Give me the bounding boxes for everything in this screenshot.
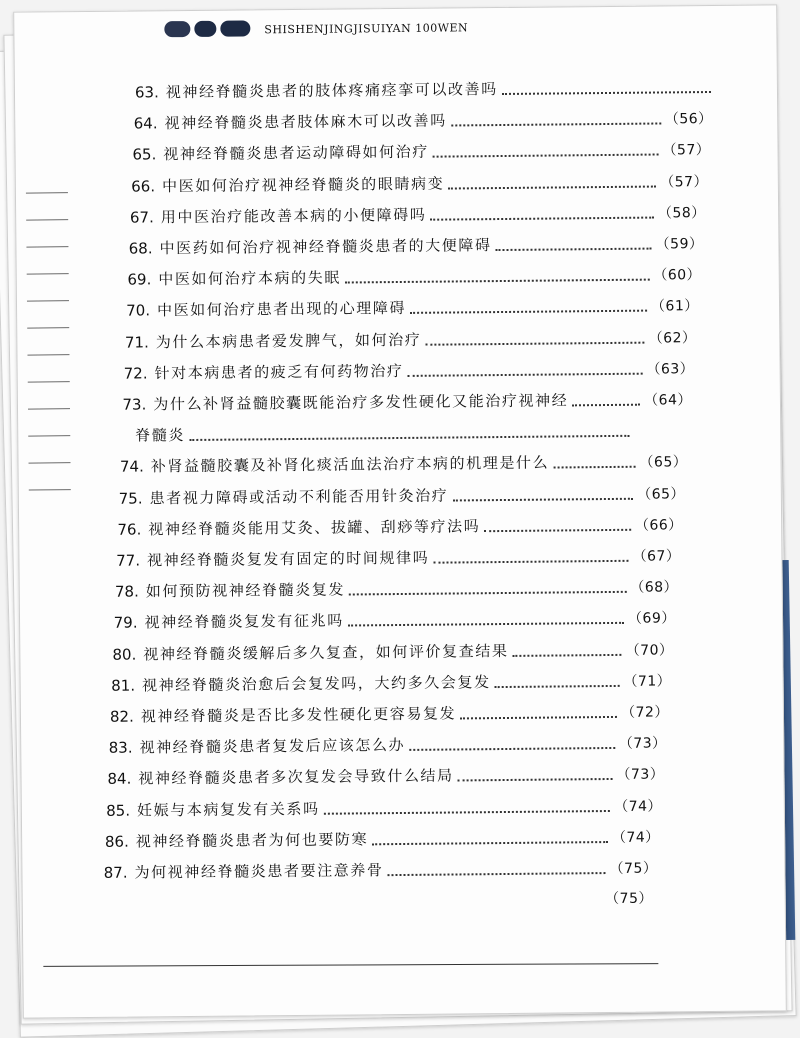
toc-entry[interactable] (106, 794, 662, 820)
toc-entry[interactable] (120, 451, 688, 477)
toc-entry[interactable] (129, 232, 704, 259)
toc-entry-number: 79. (113, 613, 138, 633)
running-title: SHISHENJINGJISUIYAN 100WEN (264, 20, 469, 36)
toc-entry-page: （67） (632, 548, 681, 565)
toc-entry-number: 86. (104, 832, 129, 851)
toc-entry-page: （74） (614, 798, 663, 815)
toc-entry-title: 中医如何治疗患者出现的心理障碍 (156, 299, 407, 320)
toc-entry-title: 视神经脊髓炎患者多次复发会导致什么结局 (138, 766, 454, 788)
toc-entry-title: 视神经脊髓炎患者的肢体疼痛痉挛可以改善吗 (165, 80, 498, 102)
toc-entry-page: （60） (653, 267, 702, 284)
toc-entry[interactable] (126, 295, 699, 321)
toc-entry-page: （72） (621, 704, 670, 721)
toc-leader-dots (513, 652, 622, 656)
toc-entry-page: （58） (657, 204, 706, 222)
page-header (164, 16, 468, 41)
toc-entry[interactable] (116, 544, 680, 570)
toc-leader-dots (572, 403, 640, 407)
toc-entry-title: 视神经脊髓炎患者运动障碍如何治疗 (163, 143, 429, 164)
toc-entry[interactable] (110, 700, 669, 726)
toc-entry-number: 85. (106, 801, 131, 820)
toc-entry-title: 补肾益髓胶囊及补肾化痰活血法治疗本病的机理是什么 (150, 453, 550, 476)
toc-entry-title: 视神经脊髓炎患者复发后应该怎么办 (139, 736, 406, 757)
toc-entry-title: 视神经脊髓炎治愈后会复发吗，大约多久会复发 (141, 672, 491, 695)
margin-marks (26, 192, 71, 516)
toc-entry-number: 68. (128, 239, 153, 258)
toc-entry-title: 患者视力障碍或活动不利能否用针灸治疗 (149, 486, 449, 507)
toc-leader-dots (495, 684, 620, 688)
toc-entry-title: 视神经脊髓炎能用艾灸、拔罐、刮痧等疗法吗 (148, 517, 481, 539)
toc-leader-dots (345, 278, 649, 284)
toc-entry-number: 66. (131, 176, 156, 196)
toc-entry-page: （68） (630, 579, 679, 596)
toc-entry-page: （65） (637, 485, 686, 503)
page-sheet (13, 4, 787, 1018)
toc-entry-continuation (135, 420, 629, 446)
toc-entry-title: 中医如何治疗视神经脊髓炎的眼睛病变 (161, 174, 445, 195)
toc-entry[interactable] (115, 576, 678, 602)
toc-entry-page: （59） (655, 236, 704, 253)
toc-entry-number: 70. (126, 301, 151, 321)
toc-leader-dots (452, 496, 633, 501)
toc-leader-dots (348, 621, 624, 627)
toc-entry-number: 73. (122, 395, 147, 414)
toc-entry[interactable] (122, 388, 692, 414)
toc-entry-title: 中医如何治疗本病的失眠 (158, 268, 341, 289)
toc-leader-dots (496, 247, 652, 251)
toc-leader-dots (324, 809, 611, 815)
toc-entry-title: 妊娠与本病复发有关系吗 (136, 799, 320, 820)
toc-entry-title: 视神经脊髓炎复发有征兆吗 (144, 611, 344, 632)
toc-entry-page: （57） (660, 173, 709, 191)
toc-entry-title: 视神经脊髓炎患者肢体麻木可以改善吗 (164, 111, 447, 133)
toc-entry[interactable] (114, 607, 676, 633)
toc-entry-number: 75. (118, 489, 143, 508)
toc-entry[interactable] (130, 201, 706, 228)
toc-entry[interactable] (107, 763, 664, 789)
toc-entry[interactable] (117, 513, 682, 539)
toc-entry-number: 71. (124, 332, 149, 352)
toc-entry-number: 72. (123, 364, 148, 383)
toc-entry[interactable] (105, 825, 660, 851)
toc-entry-page: （56） (664, 111, 713, 128)
toc-leader-dots (349, 590, 626, 596)
toc-entry-page: （62） (648, 329, 697, 347)
toc-entry-page: （75） (609, 860, 658, 878)
toc-entry[interactable] (134, 107, 713, 134)
toc-entry-page: （65） (639, 454, 688, 472)
toc-leader-dots (451, 122, 661, 127)
toc-entry-title: 如何预防视神经脊髓炎复发 (145, 580, 346, 601)
toc-entry[interactable] (132, 138, 710, 165)
toc-entry-page: （75） (605, 890, 654, 908)
toc-entry-title: 视神经脊髓炎缓解后多久复查，如何评价复查结果 (143, 641, 509, 664)
toc-leader-dots (408, 371, 643, 376)
toc-entry-number: 76. (117, 520, 142, 539)
toc-entry[interactable] (104, 857, 658, 883)
toc-entry-number: 67. (129, 208, 154, 227)
toc-entry-number: 84. (107, 769, 132, 789)
toc-entry-page: （63） (646, 360, 695, 378)
toc-entry[interactable] (127, 263, 701, 290)
toc-leader-dots (433, 559, 628, 564)
toc-entry-page: （64） (644, 392, 693, 409)
toc-entry[interactable] (111, 669, 671, 695)
toc-leader-dots (388, 871, 606, 876)
toc-entry[interactable] (109, 732, 667, 758)
toc-entry-number: 63. (134, 83, 159, 102)
toc-entry-title: 针对本病患者的疲乏有何药物治疗 (154, 361, 404, 383)
toc-entry[interactable] (119, 482, 686, 508)
toc-entry-page: （61） (650, 298, 699, 315)
toc-leader-dots (410, 309, 647, 314)
toc-entry-page: （66） (634, 517, 683, 534)
toc-entry-number: 80. (112, 645, 137, 664)
toc-entry-title: 视神经脊髓炎患者为何也要防寒 (135, 830, 369, 851)
toc-entry[interactable] (135, 76, 715, 103)
toc-entry-number: 87. (103, 863, 128, 882)
toc-leader-dots (448, 184, 656, 189)
toc-entry-title: 为何视神经脊髓炎患者要注意养骨 (134, 861, 384, 882)
toc-entry-page: （70） (625, 641, 674, 659)
toc-entry-page: （71） (623, 673, 672, 690)
toc-leader-dots (553, 465, 635, 469)
toc-leader-dots (484, 528, 631, 532)
toc-entry-page: （73） (618, 735, 667, 753)
toc-entry-number: 64. (133, 114, 158, 133)
toc-leader-dots (502, 90, 711, 95)
toc-entry-page: （73） (616, 766, 665, 784)
toc-leader-dots (460, 715, 617, 720)
toc-leader-dots (458, 777, 613, 781)
toc-entry-title: 视神经脊髓炎是否比多发性硬化更容易复发 (140, 704, 457, 726)
toc-entry[interactable] (125, 326, 697, 352)
toc-entry-number: 81. (111, 676, 136, 695)
toc-entry-page: （74） (611, 829, 660, 846)
toc-entry[interactable] (112, 638, 673, 664)
toc-entry-title: 用中医治疗能改善本病的小便障碍吗 (160, 205, 427, 227)
toc-entry-number: 82. (109, 707, 134, 726)
toc-entry-number: 74. (119, 457, 144, 477)
toc-entry-number: 78. (114, 582, 139, 601)
toc-trailing-page (605, 888, 653, 908)
toc-continuation-title: 脊髓炎 (135, 426, 186, 445)
toc-leader-dots (430, 215, 654, 220)
bottom-rule (43, 963, 658, 967)
toc-entry-number: 83. (108, 738, 133, 757)
toc-leader-dots (409, 746, 615, 751)
toc-entry-title: 中医药如何治疗视神经脊髓炎患者的大便障碍 (159, 236, 492, 258)
toc-entry-title: 视神经脊髓炎复发有固定的时间规律吗 (146, 548, 430, 570)
toc-entry-page: （69） (627, 610, 676, 628)
toc-entry-number: 69. (127, 270, 152, 289)
series-logo (164, 18, 254, 41)
toc-entry-title: 为什么本病患者爱发脾气，如何治疗 (155, 330, 422, 351)
toc-entry-page: （57） (662, 142, 711, 159)
toc-leader-dots (372, 840, 608, 845)
toc-entry-number: 65. (132, 145, 157, 164)
toc-entry-number: 77. (116, 551, 141, 570)
toc-entry[interactable] (124, 357, 695, 383)
toc-entry-title: 为什么补肾益髓胶囊既能治疗多发性硬化又能治疗视神经 (153, 391, 569, 414)
toc-leader-dots (189, 434, 629, 441)
toc-leader-dots (425, 340, 644, 345)
toc-leader-dots (433, 153, 659, 158)
toc-entry[interactable] (131, 170, 708, 197)
